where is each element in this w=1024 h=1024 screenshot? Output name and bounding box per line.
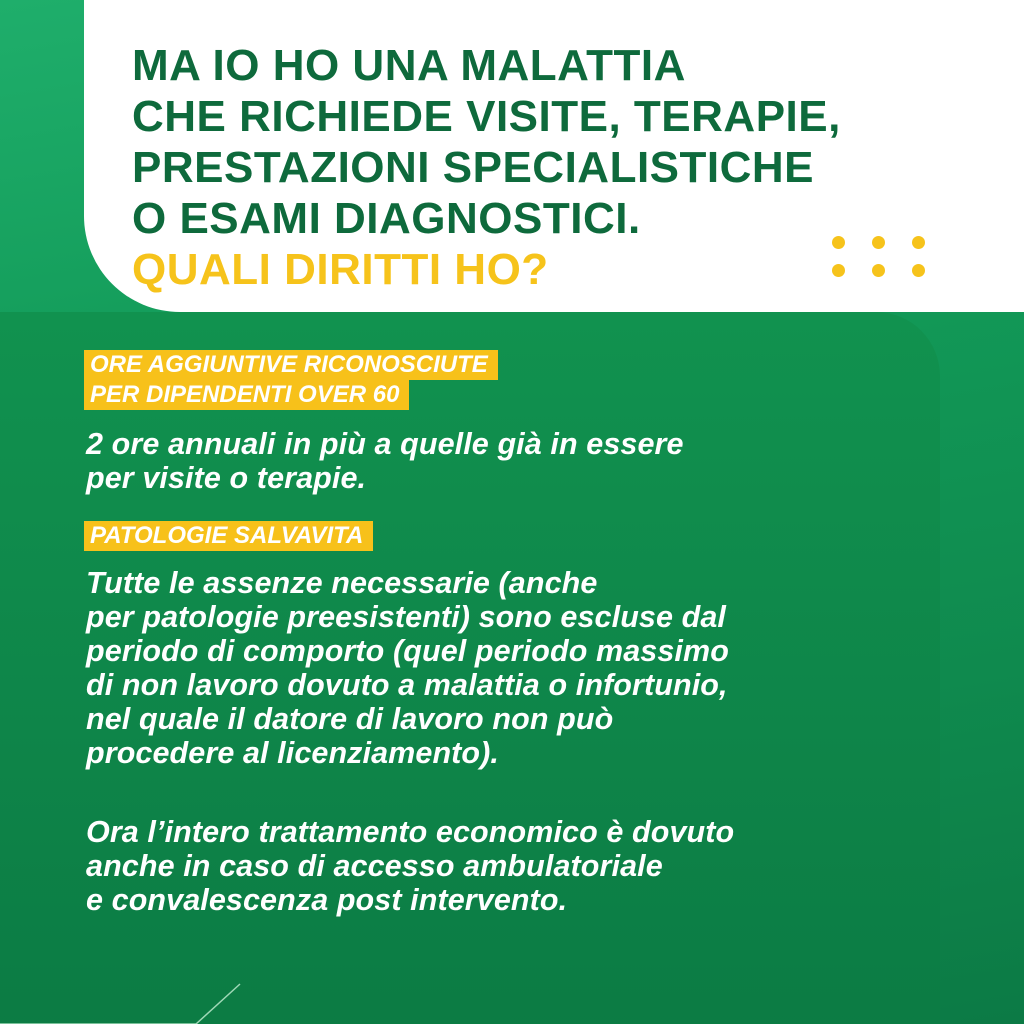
headline-line-2: CHE RICHIEDE VISITE, TERAPIE, xyxy=(132,92,841,141)
corner-line-diagonal xyxy=(196,984,240,1024)
headline-question: QUALI DIRITTI HO? xyxy=(132,245,549,294)
dot xyxy=(912,236,925,249)
body-line: procedere al licenziamento). xyxy=(86,736,499,770)
dot xyxy=(912,264,925,277)
body-line: periodo di comporto (quel periodo massimo xyxy=(86,634,729,668)
section-label-over60-line-2: PER DIPENDENTI OVER 60 xyxy=(84,380,409,410)
section-body-over60 xyxy=(86,427,684,495)
body-line: per patologie preesistenti) sono escluse dal xyxy=(86,600,726,634)
body-line: di non lavoro dovuto a malattia o infortunio, xyxy=(86,668,728,702)
section-label-salvavita: PATOLOGIE SALVAVITA xyxy=(84,521,373,551)
section-body-salvavita xyxy=(86,566,729,770)
section-label-over60-line-1: ORE AGGIUNTIVE RICONOSCIUTE xyxy=(84,350,498,380)
dot-grid-icon xyxy=(830,234,930,282)
headline-line-3: PRESTAZIONI SPECIALISTICHE xyxy=(132,143,815,192)
body-line: Ora l’intero trattamento economico è dovuto xyxy=(86,815,735,849)
headline xyxy=(132,40,841,295)
headline-line-1: MA IO HO UNA MALATTIA xyxy=(132,41,686,90)
headline-line-4: O ESAMI DIAGNOSTICI. xyxy=(132,194,641,243)
corner-line-decoration xyxy=(0,983,250,1024)
dot xyxy=(872,236,885,249)
body-line: anche in caso di accesso ambulatoriale xyxy=(86,849,663,883)
section-body-trattamento xyxy=(86,815,734,917)
dot xyxy=(832,264,845,277)
body-line: per visite o terapie. xyxy=(86,461,367,495)
body-line: Tutte le assenze necessarie (anche xyxy=(86,566,598,600)
body-line: e convalescenza post intervento. xyxy=(86,883,568,917)
body-line: 2 ore annuali in più a quelle già in essere xyxy=(86,427,684,461)
body-line: nel quale il datore di lavoro non può xyxy=(86,702,614,736)
dot xyxy=(872,264,885,277)
dot xyxy=(832,236,845,249)
